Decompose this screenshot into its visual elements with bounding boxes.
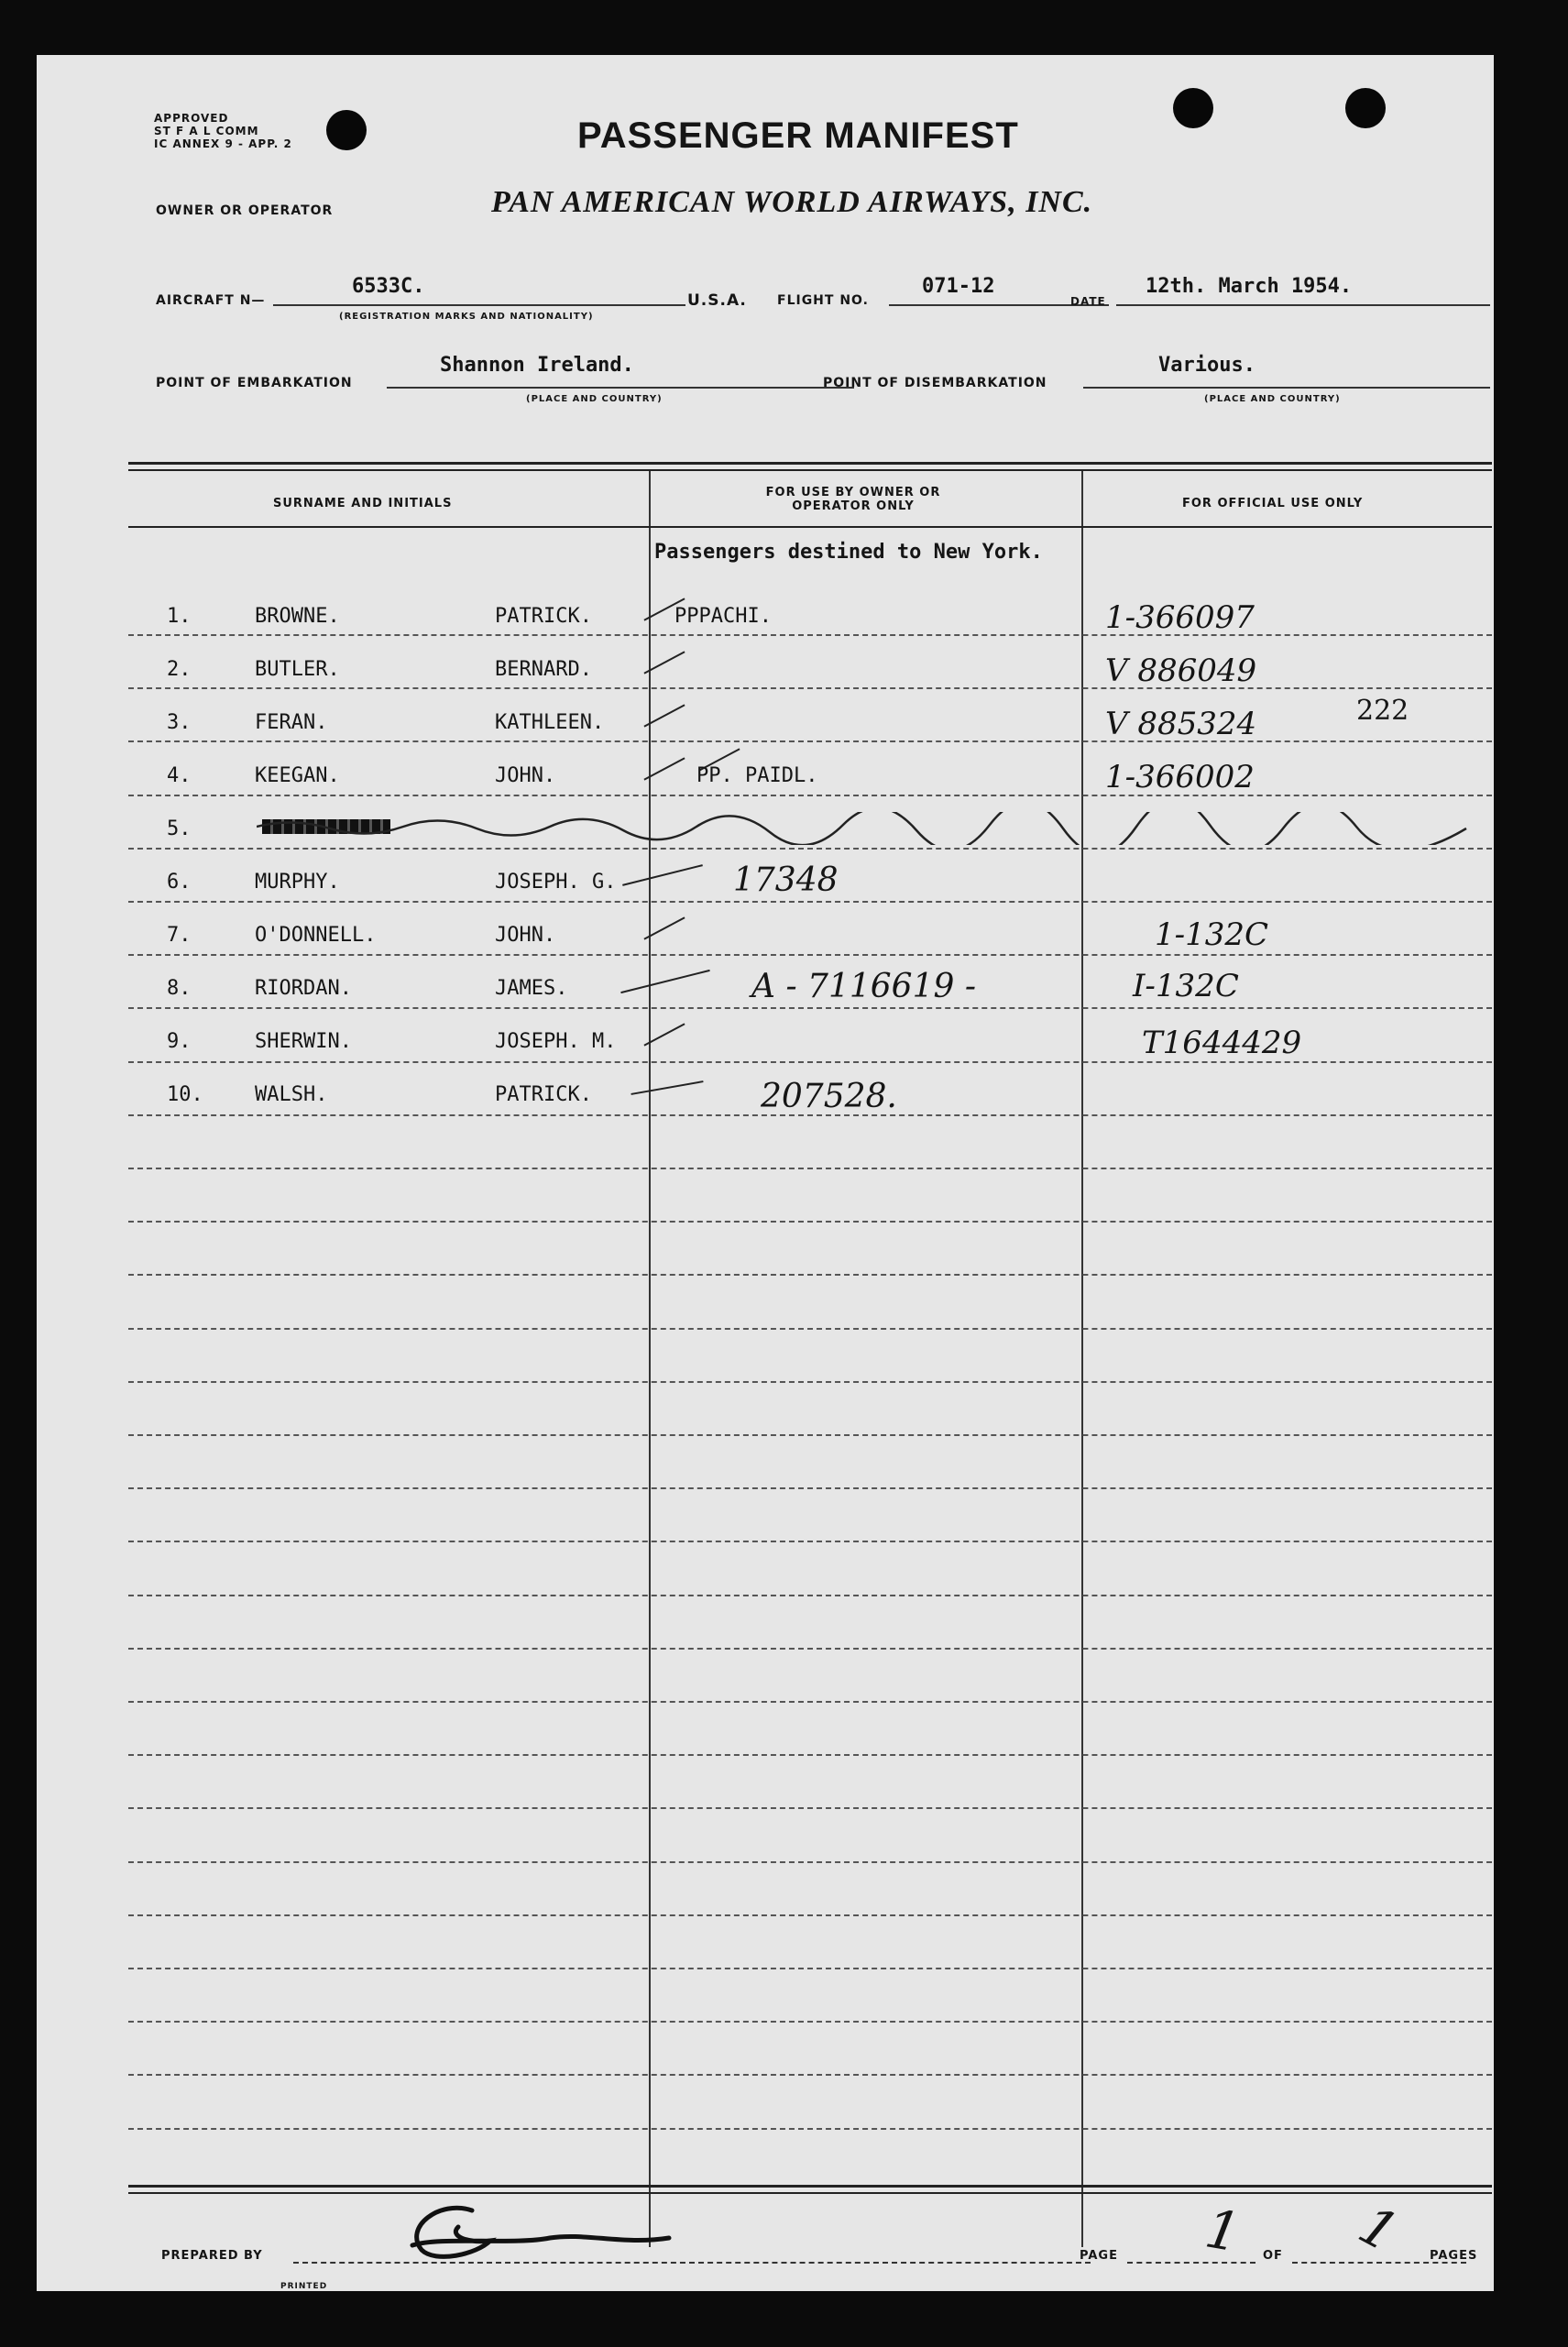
- row-rule: [128, 1381, 1492, 1383]
- row-rule: [128, 1648, 1492, 1650]
- row-rule: [128, 2021, 1492, 2023]
- form-title: PASSENGER MANIFEST: [577, 115, 1019, 156]
- row-number: 8.: [167, 977, 192, 1000]
- passenger-surname: SHERWIN.: [255, 1030, 352, 1053]
- row-rule: [128, 1968, 1492, 1969]
- row-rule: [128, 954, 1492, 956]
- embarkation-sub-label: (PLACE AND COUNTRY): [526, 394, 663, 404]
- row-number: 5.: [167, 817, 192, 840]
- passenger-first-name: KATHLEEN.: [495, 711, 605, 734]
- aircraft-line: [273, 304, 685, 306]
- printed-mark: PRINTED: [280, 2282, 328, 2291]
- row-rule: [128, 1487, 1492, 1489]
- aircraft-registration: 6533C.: [352, 275, 425, 298]
- punch-hole: [326, 110, 367, 150]
- row-rule: [128, 795, 1492, 796]
- check-mark: [620, 970, 710, 993]
- passenger-surname: O'DONNELL.: [255, 924, 377, 947]
- page-line: [1127, 2262, 1255, 2264]
- passenger-first-name: JOSEPH. G.: [495, 871, 617, 894]
- table-bottom-rule: [128, 2192, 1492, 2194]
- signature: [385, 2190, 696, 2273]
- flight-label: FLIGHT NO.: [777, 293, 869, 308]
- owner-note: PP. PAIDL.: [696, 764, 818, 787]
- passenger-row: [128, 861, 1492, 902]
- row-number: 9.: [167, 1030, 192, 1053]
- check-mark: [622, 864, 703, 886]
- official-number: I-132C: [1133, 968, 1239, 1004]
- row-rule: [128, 1274, 1492, 1276]
- row-rule: [128, 1168, 1492, 1169]
- column-header-name: SURNAME AND INITIALS: [273, 497, 453, 510]
- owner-note: 17348: [733, 861, 839, 899]
- row-rule: [128, 2128, 1492, 2130]
- row-rule: [128, 1434, 1492, 1436]
- official-number: 1-366097: [1105, 599, 1255, 636]
- passenger-surname: BUTLER.: [255, 658, 340, 681]
- passenger-surname: BROWNE.: [255, 605, 340, 628]
- passenger-first-name: JOSEPH. M.: [495, 1030, 617, 1053]
- row-rule: [128, 1007, 1492, 1009]
- strike-through-line: [257, 812, 1494, 845]
- flight-number: 071-12: [922, 275, 995, 298]
- row-number: 1.: [167, 605, 192, 628]
- destination-note: Passengers destined to New York.: [654, 541, 1043, 564]
- check-mark: [643, 651, 685, 674]
- embarkation-label: POINT OF EMBARKATION: [156, 376, 353, 390]
- punch-hole: [1345, 88, 1386, 128]
- passenger-first-name: JAMES.: [495, 977, 568, 1000]
- aircraft-sub-label: (REGISTRATION MARKS AND NATIONALITY): [339, 312, 594, 322]
- passenger-row: [128, 1078, 1492, 1114]
- official-number: 1-132C: [1155, 916, 1269, 953]
- margin-note: 222: [1356, 695, 1409, 727]
- official-number: V 886049: [1105, 653, 1257, 689]
- stamp-line: ST F A L COMM: [154, 125, 259, 137]
- row-number: 6.: [167, 871, 192, 894]
- row-number: 2.: [167, 658, 192, 681]
- owner-note: PPPACHI.: [674, 605, 772, 628]
- row-rule: [128, 740, 1492, 742]
- company-name: PAN AMERICAN WORLD AIRWAYS, INC.: [491, 185, 1093, 219]
- column-header-owner-use: FOR USE BY OWNER OR OPERATOR ONLY: [765, 486, 941, 513]
- row-rule: [128, 2074, 1492, 2076]
- official-number: T1644429: [1142, 1025, 1302, 1061]
- passenger-first-name: JOHN.: [495, 924, 556, 947]
- header-rule: [128, 526, 1492, 528]
- disembarkation-sub-label: (PLACE AND COUNTRY): [1204, 394, 1341, 404]
- page-number: 1: [1201, 2197, 1245, 2265]
- check-mark: [630, 1080, 703, 1095]
- row-rule: [128, 1061, 1492, 1063]
- check-mark: [643, 757, 685, 780]
- check-mark: [643, 1023, 685, 1046]
- passenger-row: [128, 812, 1492, 849]
- row-rule: [128, 1541, 1492, 1542]
- column-header-official-use: FOR OFFICIAL USE ONLY: [1182, 497, 1364, 510]
- passenger-row: [128, 918, 1492, 955]
- usa-label: U.S.A.: [687, 291, 747, 310]
- check-mark: [643, 916, 685, 939]
- row-rule: [128, 1701, 1492, 1703]
- row-rule: [128, 634, 1492, 636]
- row-rule: [128, 1754, 1492, 1756]
- passenger-first-name: PATRICK.: [495, 605, 592, 628]
- passenger-row: [128, 653, 1492, 689]
- page-label: PAGE: [1080, 2249, 1118, 2263]
- punch-hole: [1173, 88, 1213, 128]
- row-number: 7.: [167, 924, 192, 947]
- passenger-first-name: JOHN.: [495, 764, 556, 787]
- row-number: 4.: [167, 764, 192, 787]
- row-rule: [128, 1328, 1492, 1330]
- disembarkation-line: [1083, 387, 1490, 389]
- owner-note: 207528.: [761, 1078, 897, 1115]
- stamp-line: IC ANNEX 9 - APP. 2: [154, 137, 292, 150]
- owner-label: OWNER OR OPERATOR: [156, 203, 334, 218]
- flight-date: 12th. March 1954.: [1146, 275, 1353, 298]
- passenger-first-name: BERNARD.: [495, 658, 592, 681]
- passenger-surname: WALSH.: [255, 1083, 328, 1106]
- stamp-line: APPROVED: [154, 112, 229, 125]
- row-rule: [128, 1595, 1492, 1596]
- of-label: OF: [1263, 2249, 1283, 2263]
- passenger-row: [128, 599, 1492, 636]
- passenger-surname: MURPHY.: [255, 871, 340, 894]
- check-mark: [643, 704, 685, 727]
- approval-stamp: [154, 112, 292, 150]
- row-rule: [128, 1914, 1492, 1916]
- embarkation-line: [387, 387, 854, 389]
- row-rule: [128, 1807, 1492, 1809]
- passenger-row: [128, 695, 1492, 742]
- row-rule: [128, 901, 1492, 903]
- owner-note: A - 7116619 -: [751, 968, 976, 1005]
- table-top-rule: [128, 462, 1492, 465]
- passenger-row: [128, 759, 1492, 795]
- row-number: 10.: [167, 1083, 203, 1106]
- row-rule: [128, 1221, 1492, 1223]
- official-number: 1-366002: [1105, 759, 1255, 795]
- aircraft-label: AIRCRAFT N—: [156, 293, 266, 308]
- table-top-rule: [128, 469, 1492, 471]
- row-rule: [128, 1861, 1492, 1863]
- disembarkation-label: POINT OF DISEMBARKATION: [823, 376, 1047, 390]
- pages-label: PAGES: [1430, 2249, 1478, 2263]
- passenger-surname: RIORDAN.: [255, 977, 352, 1000]
- prepared-by-label: PREPARED BY: [161, 2249, 263, 2263]
- passenger-row: [128, 1025, 1492, 1061]
- passenger-surname: FERAN.: [255, 711, 328, 734]
- date-label: DATE: [1070, 295, 1106, 308]
- row-number: 3.: [167, 711, 192, 734]
- passenger-row: [128, 968, 1492, 1008]
- row-rule: [128, 1114, 1492, 1116]
- embarkation-place: Shannon Ireland.: [440, 354, 634, 377]
- date-line: [1116, 304, 1490, 306]
- row-rule: [128, 848, 1492, 850]
- official-number: V 885324: [1105, 706, 1257, 742]
- passenger-surname: KEEGAN.: [255, 764, 340, 787]
- row-rule: [128, 687, 1492, 689]
- passenger-first-name: PATRICK.: [495, 1083, 592, 1106]
- manifest-sheet: [37, 55, 1494, 2291]
- table-bottom-rule: [128, 2185, 1492, 2188]
- disembarkation-place: Various.: [1158, 354, 1255, 377]
- total-pages: 1: [1349, 2193, 1409, 2265]
